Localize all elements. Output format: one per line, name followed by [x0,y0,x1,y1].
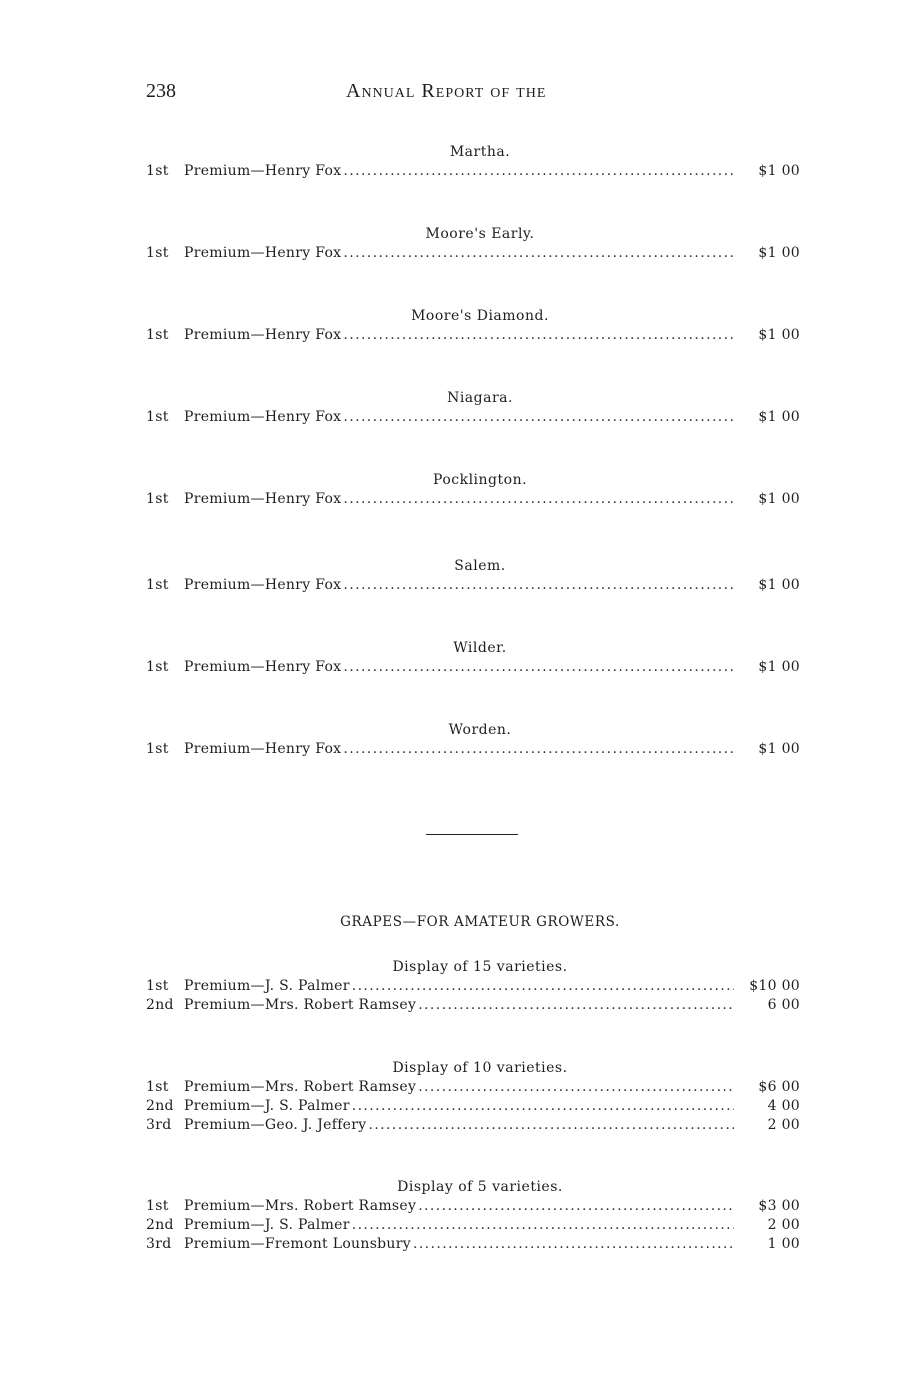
premium-rank: 1st [146,491,169,507]
display-section-15 [146,957,806,1015]
variety-title: Moore's Diamond. [411,308,549,324]
premium-amount: $1 00 [758,659,800,675]
premium-entry [146,658,806,677]
premium-entry [146,162,806,181]
premium-entry [146,1197,806,1216]
premium-rank: 1st [146,659,169,675]
premium-amount: 2 00 [767,1217,800,1233]
premium-rank: 1st [146,577,169,593]
variety-section-pocklington [146,470,806,509]
dot-leader [418,1197,734,1216]
premium-label: Premium—Mrs. Robert Ramsey [184,1079,417,1095]
display-title: Display of 15 varieties. [392,959,568,975]
premium-rank: 2nd [146,1098,174,1114]
premium-amount: $1 00 [758,327,800,343]
dot-leader [413,1235,734,1254]
running-head: Annual Report of the [346,80,547,102]
variety-section-moores-early [146,224,806,263]
premium-rank: 2nd [146,1217,174,1233]
premium-amount: $1 00 [758,245,800,261]
premium-amount: $6 00 [758,1079,800,1095]
premium-rank: 3rd [146,1117,172,1133]
dot-leader [418,1078,734,1097]
premium-entry [146,244,806,263]
variety-title: Worden. [448,722,512,738]
premium-rank: 1st [146,245,169,261]
premium-entry [146,740,806,759]
premium-label: Premium—Henry Fox [184,409,342,425]
variety-section-moores-diamond [146,306,806,345]
dot-leader [343,244,734,263]
premium-amount: 4 00 [767,1098,800,1114]
dot-leader [352,1216,734,1235]
premium-label: Premium—Henry Fox [184,577,342,593]
variety-section-wilder [146,638,806,677]
dot-leader [343,576,734,595]
premium-label: Premium—Henry Fox [184,163,342,179]
premium-entry [146,996,806,1015]
premium-label: Premium—Mrs. Robert Ramsey [184,1198,417,1214]
page-header [146,80,806,106]
premium-entry [146,977,806,996]
premium-entry [146,490,806,509]
premium-entry [146,1097,806,1116]
variety-section-worden [146,720,806,759]
premium-amount: 1 00 [767,1236,800,1252]
variety-title: Pocklington. [432,472,528,488]
section-heading: GRAPES—FOR AMATEUR GROWERS. [340,914,620,930]
premium-label: Premium—J. S. Palmer [184,1217,350,1233]
premium-rank: 1st [146,327,169,343]
dot-leader [368,1116,734,1135]
premium-rank: 1st [146,163,169,179]
premium-amount: $1 00 [758,741,800,757]
premium-amount: $1 00 [758,163,800,179]
premium-entry [146,1078,806,1097]
premium-rank: 1st [146,1079,169,1095]
dot-leader [343,658,734,677]
premium-rank: 2nd [146,997,174,1013]
variety-title: Martha. [449,144,511,160]
variety-title: Salem. [454,558,506,574]
premium-amount: 6 00 [767,997,800,1013]
premium-amount: $3 00 [758,1198,800,1214]
variety-section-martha [146,142,806,181]
premium-amount: $1 00 [758,491,800,507]
premium-label: Premium—J. S. Palmer [184,1098,350,1114]
dot-leader [343,408,734,427]
premium-entry [146,1216,806,1235]
premium-amount: $1 00 [758,577,800,593]
dot-leader [343,326,734,345]
dot-leader [418,996,734,1015]
premium-rank: 1st [146,409,169,425]
premium-amount: $1 00 [758,409,800,425]
premium-entry [146,1235,806,1254]
display-title: Display of 10 varieties. [392,1060,568,1076]
premium-label: Premium—Henry Fox [184,245,342,261]
premium-label: Premium—Henry Fox [184,741,342,757]
premium-amount: 2 00 [767,1117,800,1133]
premium-label: Premium—Henry Fox [184,491,342,507]
display-section-5 [146,1177,806,1254]
dot-leader [352,1097,734,1116]
display-section-10 [146,1058,806,1135]
premium-rank: 1st [146,1198,169,1214]
premium-rank: 3rd [146,1236,172,1252]
premium-label: Premium—Henry Fox [184,327,342,343]
premium-entry [146,408,806,427]
variety-title: Moore's Early. [425,226,535,242]
premium-label: Premium—Geo. J. Jeffery [184,1117,367,1133]
variety-section-salem [146,556,806,595]
variety-title: Niagara. [447,390,513,406]
dot-leader [352,977,734,996]
premium-rank: 1st [146,978,169,994]
premium-label: Premium—J. S. Palmer [184,978,350,994]
variety-title: Wilder. [453,640,507,656]
premium-entry [146,1116,806,1135]
variety-section-niagara [146,388,806,427]
premium-rank: 1st [146,741,169,757]
premium-label: Premium—Mrs. Robert Ramsey [184,997,417,1013]
premium-entry [146,576,806,595]
premium-label: Premium—Fremont Lounsbury [184,1236,411,1252]
dot-leader [343,162,734,181]
premium-entry [146,326,806,345]
premium-label: Premium—Henry Fox [184,659,342,675]
dot-leader [343,740,734,759]
dot-leader [343,490,734,509]
page-number: 238 [146,80,176,102]
display-title: Display of 5 varieties. [397,1179,563,1195]
premium-amount: $10 00 [749,978,800,994]
section-divider-rule [426,834,518,835]
